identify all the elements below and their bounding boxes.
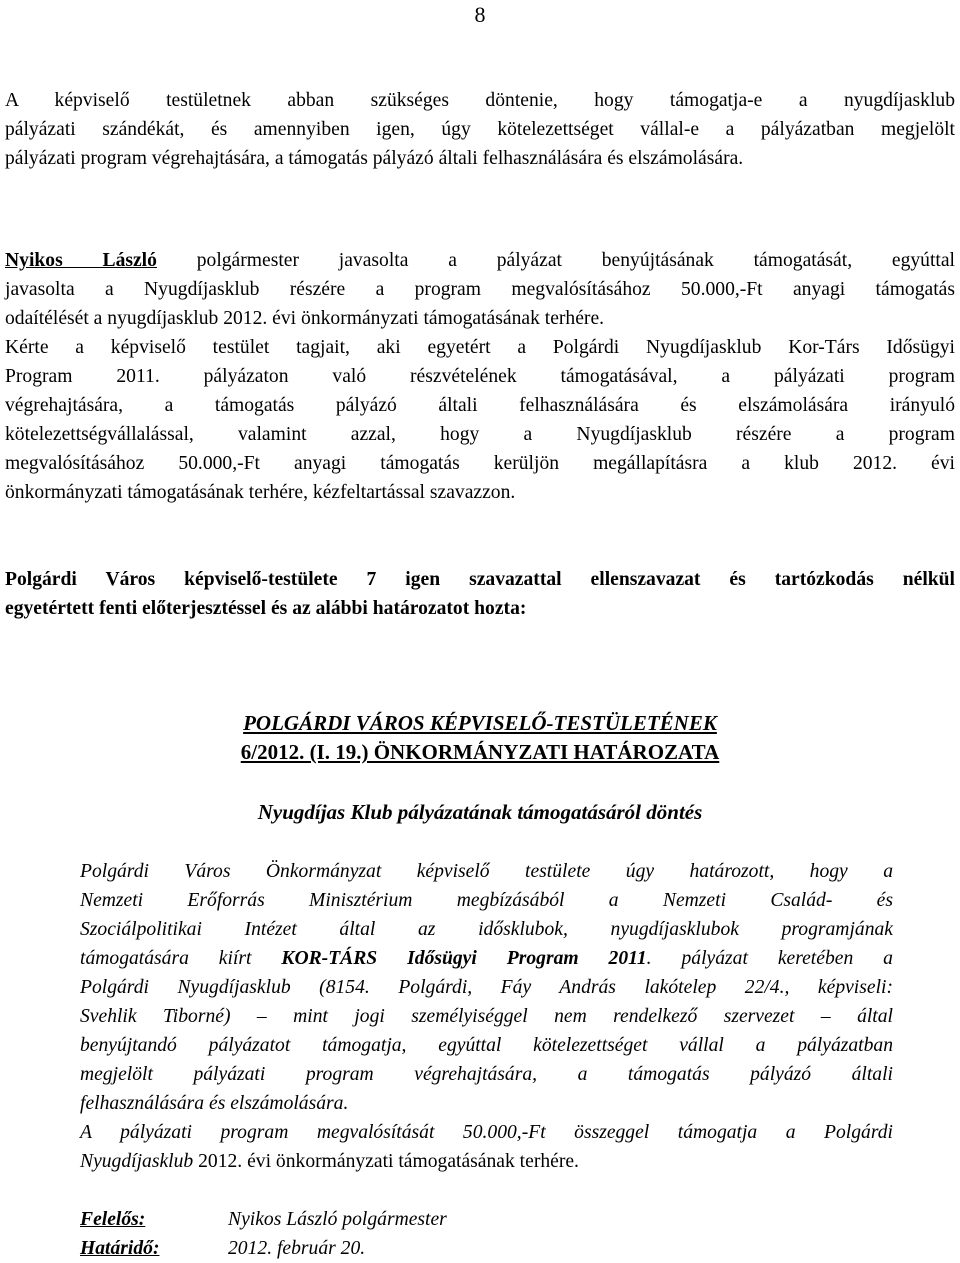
text-line: A képviselő testületnek abban szükséges döntenie, hogy támogatja-e a nyugdíjasklub xyxy=(5,90,955,111)
text-line: Program 2011. pályázaton való részvételének támogatásával, a pályázati program xyxy=(5,366,955,387)
deadline-value: 2012. február 20. xyxy=(228,1238,366,1259)
text-line: benyújtandó pályázatot támogatja, egyúttal kötelezettséget vállal a pályázatban xyxy=(80,1035,893,1056)
deadline-label: Határidő: xyxy=(80,1238,160,1259)
text-line: megjelölt pályázati program végrehajtására, a támogatás pályázó általi xyxy=(80,1064,893,1085)
deadline-row xyxy=(80,1234,365,1263)
text-line xyxy=(80,1147,893,1176)
responsible-row xyxy=(80,1205,447,1234)
text-line: A pályázati program megvalósítását 50.000,-Ft összeggel támogatja a Polgárdi xyxy=(80,1122,893,1143)
resolution-title: POLGÁRDI VÁROS KÉPVISELŐ-TESTÜLETÉNEK xyxy=(243,711,717,735)
proposal-paragraph xyxy=(5,246,955,333)
text-line: Polgárdi Nyugdíjasklub (8154. Polgárdi, Fáy András lakótelep 22/4., képviseli: xyxy=(80,977,893,998)
resolution-subject: Nyugdíjas Klub pályázatának támogatásáról döntés xyxy=(257,800,703,824)
text-line: pályázati szándékát, és amennyiben igen, úgy kötelezettséget vállal-e a pályázatban megjelölt xyxy=(5,119,955,140)
program-name: KOR-TÁRS Idősügyi Program 2011 xyxy=(281,948,647,969)
text-line: Polgárdi Város Önkormányzat képviselő testülete úgy határozott, hogy a xyxy=(80,861,893,882)
text-line xyxy=(80,944,893,973)
intro-paragraph xyxy=(5,86,955,173)
text-line: odaítélését a nyugdíjasklub 2012. évi önkormányzati támogatásának terhére. xyxy=(5,308,605,329)
text-fragment: Nyugdíjasklub xyxy=(80,1151,199,1172)
text-line: egyetértett fenti előterjesztéssel és az alábbi határozatot hozta: xyxy=(5,598,527,619)
vote-statement xyxy=(5,565,955,623)
text-line xyxy=(5,246,955,275)
text-line: felhasználására és elszámolására. xyxy=(80,1093,349,1114)
text-line: megvalósításához 50.000,-Ft anyagi támogatás kerüljön megállapításra a klub 2012. évi xyxy=(5,453,955,474)
mayor-name: Nyikos László xyxy=(5,250,157,271)
text-fragment: polgármester javasolta a pályázat benyújtásának támogatását, egyúttal xyxy=(156,250,955,271)
text-line: javasolta a Nyugdíjasklub részére a program megvalósításához 50.000,-Ft anyagi támogatás xyxy=(5,279,955,300)
text-line: Svehlik Tiborné) – mint jogi személyiséggel nem rendelkező szervezet – által xyxy=(80,1006,893,1027)
text-line: önkormányzati támogatásának terhére, kézfeltartással szavazzon. xyxy=(5,482,516,503)
text-line: Szociálpolitikai Intézet által az idősklubok, nyugdíjasklubok programjának xyxy=(80,919,893,940)
page-number: 8 xyxy=(474,2,486,27)
responsible-value: Nyikos László polgármester xyxy=(228,1209,447,1230)
resolution-number: 6/2012. (I. 19.) ÖNKORMÁNYZATI HATÁROZATA xyxy=(240,740,720,764)
text-line: végrehajtására, a támogatás pályázó általi felhasználására és elszámolására irányuló xyxy=(5,395,955,416)
text-fragment: támogatására kiírt xyxy=(80,948,282,969)
text-line: Kérte a képviselő testület tagjait, aki egyetért a Polgárdi Nyugdíjasklub Kor-Társ Idősügyi xyxy=(5,337,955,358)
text-line: pályázati program végrehajtására, a támogatás pályázó általi felhasználására és elszámolására. xyxy=(5,148,744,169)
request-paragraph xyxy=(5,333,955,507)
responsible-label: Felelős: xyxy=(80,1209,146,1230)
text-fragment: 2012. évi önkormányzati támogatásának terhére. xyxy=(198,1151,579,1172)
text-fragment: . pályázat keretében a xyxy=(646,948,893,969)
text-line: Nemzeti Erőforrás Minisztérium megbízásából a Nemzeti Család- és xyxy=(80,890,893,911)
text-line: Polgárdi Város képviselő-testülete 7 igen szavazattal ellenszavazat és tartózkodás nélkül xyxy=(5,569,955,590)
text-line: kötelezettségvállalással, valamint azzal, hogy a Nyugdíjasklub részére a program xyxy=(5,424,955,445)
resolution-body xyxy=(80,857,893,1176)
